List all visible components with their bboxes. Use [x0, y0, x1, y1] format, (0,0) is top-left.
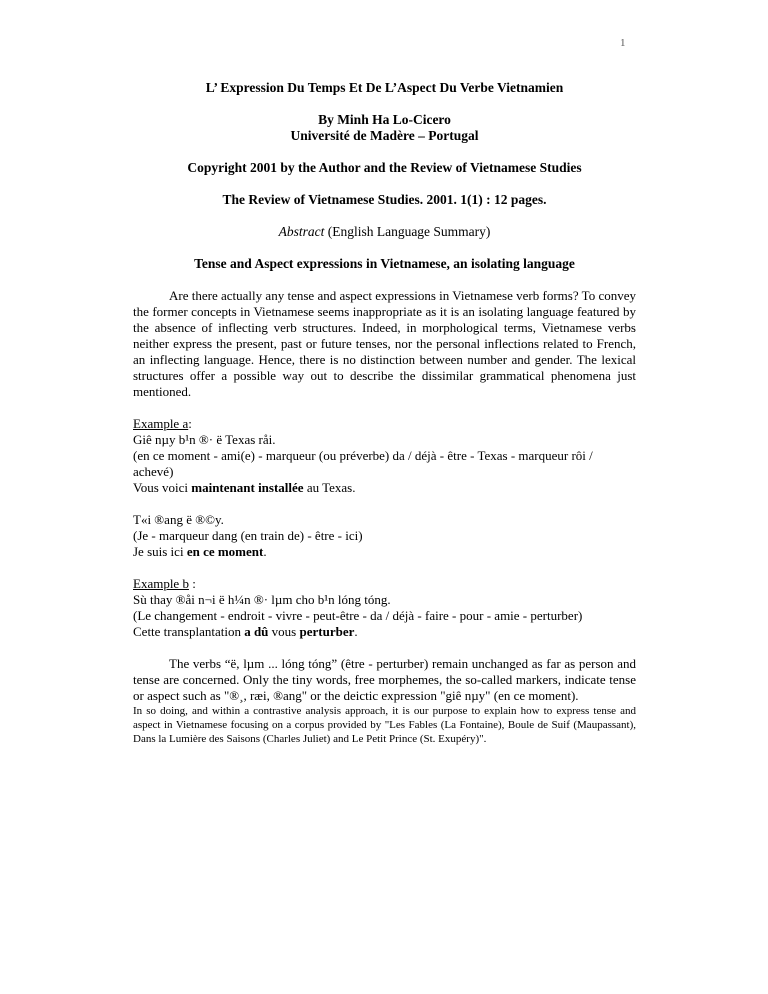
example-b-block — [133, 576, 636, 640]
example-b-gloss: (Le changement - endroit - vivre - peut-être - da / déjà - faire - pour - amie - perturber) — [133, 608, 583, 623]
example-a-label-line — [133, 416, 636, 432]
example-a2-gloss: (Je - marqueur dang (en train de) - être - ici) — [133, 528, 363, 543]
paper-title: L’ Expression Du Temps Et De L’Aspect Du Verbe Vietnamien — [205, 80, 564, 95]
author-block — [133, 112, 636, 144]
example-b-label: Example b — [133, 576, 189, 591]
example-a2-translation-post: . — [263, 544, 267, 559]
example-b-label-line — [133, 576, 636, 592]
author-affiliation: Université de Madère – Portugal — [290, 128, 479, 143]
example-b-translation-b1: a dû — [244, 624, 269, 639]
copyright-notice: Copyright 2001 by the Author and the Review of Vietnamese Studies — [187, 160, 582, 175]
example-b-vietnamese: Sù thay ®åi n¬i ë h¼n ®· lµm cho b¹n lóng tóng. — [133, 592, 391, 607]
example-a2-vietnamese: T«i ®ang ë ®©y. — [133, 512, 224, 527]
example-a-translation-post: au Texas. — [303, 480, 356, 495]
author-byline: By Minh Ha Lo-Cicero — [318, 112, 451, 127]
example-a2-translation — [133, 544, 636, 560]
example-a-translation-pre: Vous voici — [133, 480, 192, 495]
abstract-note: (English Language Summary) — [324, 224, 491, 239]
example-a-gloss: (en ce moment - ami(e) - marqueur (ou préverbe) da / déjà - être - Texas - marqueur rôi / achevé) — [133, 448, 593, 479]
example-a-label-suffix: : — [188, 416, 192, 431]
example-a-vietnamese: Giê nµy b¹n ®· ë Texas råi. — [133, 432, 276, 447]
example-a2-translation-pre: Je suis ici — [133, 544, 187, 559]
footnote-paragraph: In so doing, and within a contrastive analysis approach, it is our purpose to explain how to express tense and aspect in Vietnamese focusing on a corpus provided by "Les Fables (La Fontaine), Boule de Suif (Maupassant), Dans la Lumière des Saisons (Charles Juliet) and Le Petit Prince (St. Exupéry)". — [133, 705, 636, 745]
abstract-label: Abstract — [278, 224, 325, 239]
example-a-block — [133, 416, 636, 496]
intro-paragraph: Are there actually any tense and aspect expressions in Vietnamese verb forms? To convey the former concepts in Vietnamese seems inappropriate as it is an isolating language featured by the absence of inflecting verb structures. Indeed, in morphological terms, Vietnamese verbs neither express the present, past or future tenses, nor the personal inflections related to French, an inflecting language. Hence, there is no distinction between number and gender. The lexical structures offer a possible way out to describe the dissimilar grammatical phenomena just mentioned. — [133, 288, 636, 399]
example-b-translation-t1: Cette transplantation — [133, 624, 245, 639]
journal-citation: The Review of Vietnamese Studies. 2001. 1(1) : 12 pages. — [222, 192, 547, 207]
abstract-heading — [133, 224, 636, 240]
example-a-label: Example a — [133, 416, 189, 431]
example-b-translation-t3: . — [354, 624, 358, 639]
example-b-translation — [133, 624, 636, 640]
example-b-label-suffix: : — [188, 576, 196, 591]
closing-paragraph: The verbs “ë, lµm ... lóng tóng” (être - perturber) remain unchanged as far as person and tense are concerned. Only the tiny words, free morphemes, the so-called markers, indicate tense or aspect such as "®¸, ræi, ®ang" or the deictic expression "giê nµy" (en ce moment). — [133, 656, 636, 703]
example-a2-block — [133, 512, 636, 560]
example-a2-translation-bold: en ce moment — [186, 544, 264, 559]
page-number: 1 — [620, 37, 626, 49]
example-a-translation — [133, 480, 636, 496]
example-b-translation-b2: perturber — [299, 624, 355, 639]
example-b-translation-t2: vous — [268, 624, 300, 639]
example-a-translation-bold: maintenant installée — [191, 480, 304, 495]
section-heading: Tense and Aspect expressions in Vietnamese, an isolating language — [194, 256, 575, 271]
